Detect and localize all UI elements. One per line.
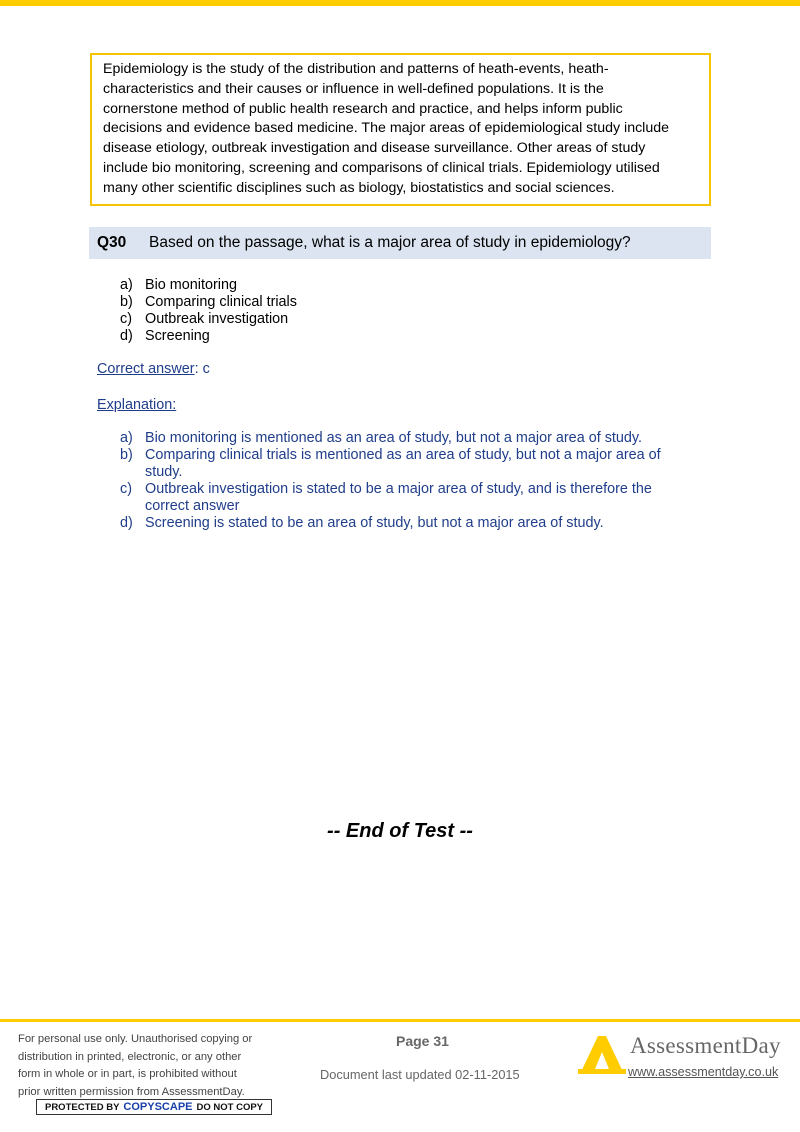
passage-line: characteristics and their causes or influence in well-defined populations. It is the <box>103 80 604 97</box>
option-text: Screening <box>145 328 210 344</box>
explanation-label: Explanation: <box>97 397 177 413</box>
option-text: Outbreak investigation <box>145 311 289 327</box>
page-number: Page 31 <box>396 1033 449 1049</box>
explanation-item <box>120 515 690 532</box>
correct-answer-label: Correct answer <box>97 361 195 377</box>
option-text: Bio monitoring <box>145 277 237 293</box>
passage-line: disease etiology, outbreak investigation and disease surveillance. Other areas of study <box>103 140 646 157</box>
explanation-item <box>120 430 690 447</box>
answer-options <box>120 277 297 345</box>
explanation-letter: c) <box>120 481 132 497</box>
footer-disclaimer <box>18 1031 288 1101</box>
footer-divider <box>0 1019 800 1022</box>
passage-line: decisions and evidence based medicine. The major areas of epidemiological study include <box>103 120 669 137</box>
explanation-text: Screening is stated to be an area of study, but not a major area of study. <box>145 515 604 531</box>
correct-answer-separator: : <box>194 361 203 377</box>
correct-answer <box>97 361 210 377</box>
logo-wordmark: AssessmentDay <box>630 1033 781 1058</box>
passage-line: include bio monitoring, screening and comparisons of clinical trials. Epidemiology utilised <box>103 159 660 176</box>
option-letter: d) <box>120 328 133 344</box>
website-link[interactable]: www.assessmentday.co.uk <box>628 1065 779 1079</box>
disclaimer-line: For personal use only. Unauthorised copying or <box>18 1033 253 1045</box>
option-letter: a) <box>120 277 133 293</box>
question-text: Based on the passage, what is a major area of study in epidemiology? <box>149 234 631 251</box>
option-d <box>120 328 297 345</box>
copyscape-post: DO NOT COPY <box>196 1101 264 1113</box>
explanation-item <box>120 481 690 515</box>
copyscape-brand: COPYSCAPE <box>123 1101 193 1113</box>
copyscape-badge[interactable] <box>36 1099 272 1115</box>
option-c <box>120 311 297 328</box>
question-number: Q30 <box>97 234 127 251</box>
passage-box <box>90 53 711 206</box>
passage-line: many other scientific disciplines such as biology, biostatistics and social sciences. <box>103 179 615 196</box>
question-header <box>89 227 711 259</box>
explanation-letter: b) <box>120 447 133 463</box>
explanation-text: Bio monitoring is mentioned as an area of study, but not a major area of study. <box>145 430 643 446</box>
passage-line: Epidemiology is the study of the distribution and patterns of heath-events, heath- <box>103 61 609 77</box>
copyscape-pre: PROTECTED BY <box>44 1101 120 1113</box>
option-a <box>120 277 297 294</box>
disclaimer-line: form in whole or in part, is prohibited without <box>18 1068 237 1080</box>
correct-answer-value: c <box>202 361 210 377</box>
end-of-test-heading: -- End of Test -- <box>327 820 473 842</box>
document-updated: Document last updated 02-11-2015 <box>320 1067 520 1082</box>
passage-line: cornerstone method of public health research and practice, and helps inform public <box>103 100 623 117</box>
option-text: Comparing clinical trials <box>145 294 297 310</box>
option-letter: c) <box>120 311 132 327</box>
option-b <box>120 294 297 311</box>
explanation-letter: d) <box>120 515 133 531</box>
option-letter: b) <box>120 294 133 310</box>
assessmentday-logo-icon <box>578 1032 626 1076</box>
explanation-item <box>120 447 690 481</box>
disclaimer-line: prior written permission from AssessmentDay. <box>18 1085 245 1098</box>
explanation-text: Outbreak investigation is stated to be a major area of study, and is therefore the correct answer <box>145 481 652 514</box>
explanation-letter: a) <box>120 430 133 446</box>
disclaimer-line: distribution in printed, electronic, or any other <box>18 1050 242 1063</box>
top-accent-bar <box>0 0 800 6</box>
explanation-text: Comparing clinical trials is mentioned as an area of study, but not a major area of study. <box>145 447 661 480</box>
explanation-list <box>120 430 690 532</box>
